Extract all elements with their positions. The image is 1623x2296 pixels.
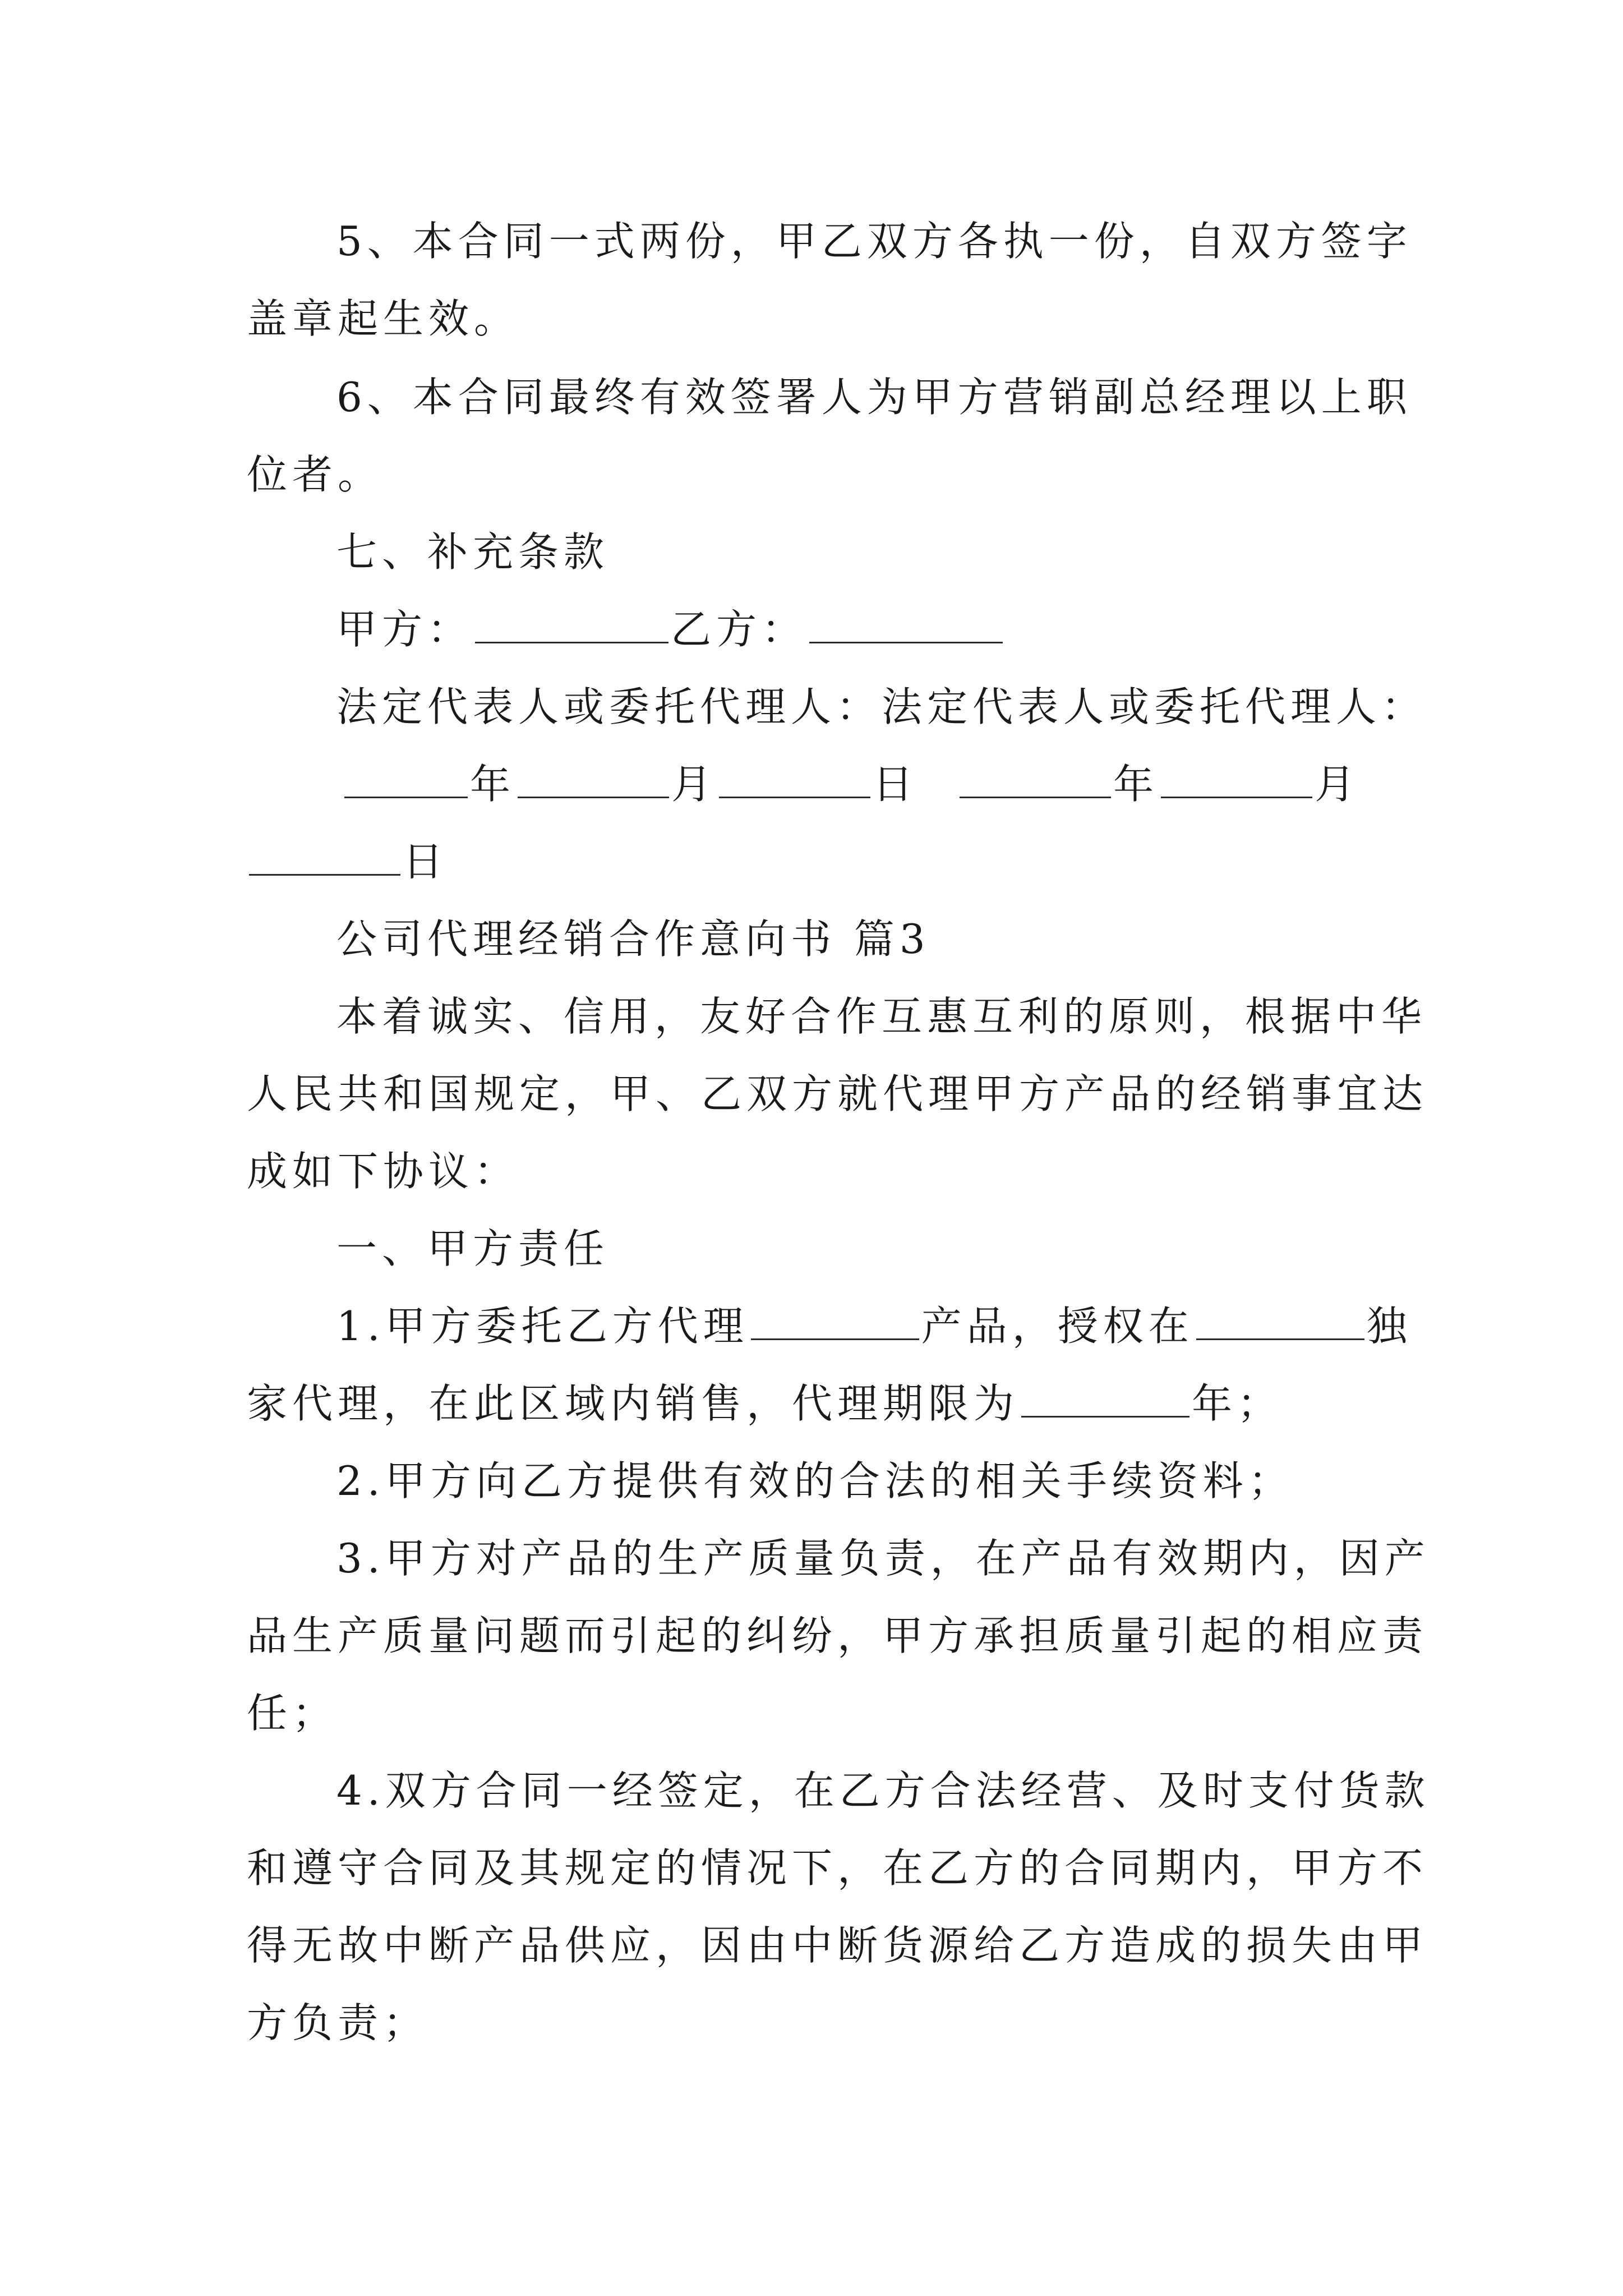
date-b-year-label: 年 xyxy=(1113,761,1159,808)
clause-5-line-1: 5、本合同一式两份，甲乙双方各执一份，自双方签字 xyxy=(336,218,1412,265)
signature-parties-line xyxy=(336,604,1005,655)
signature-date-line xyxy=(342,759,1360,809)
date-b-month-blank xyxy=(1161,761,1312,798)
item-1-line-1 xyxy=(336,1301,1412,1351)
item-1-part-d: 家代理，在此区域内销售，代理期限为 xyxy=(247,1380,1020,1427)
item-3-line-1: 3.甲方对产品的生产质量负责，在产品有效期内，因产 xyxy=(336,1535,1430,1582)
intro-line-1: 本着诚实、信用，友好合作互惠互利的原则，根据中华 xyxy=(336,993,1427,1040)
intro-line-3: 成如下协议： xyxy=(247,1148,520,1195)
intro-line-2: 人民共和国规定，甲、乙双方就代理甲方产品的经销事宜达 xyxy=(247,1070,1428,1117)
clause-6-line-2: 位者。 xyxy=(247,451,384,498)
date-b-year-blank xyxy=(960,761,1111,798)
party-b-label: 乙方： xyxy=(671,606,808,653)
section-7-heading: 七、补充条款 xyxy=(336,528,610,576)
product-blank xyxy=(751,1303,919,1340)
item-3-line-3: 任； xyxy=(247,1690,338,1737)
item-4-line-1: 4.双方合同一经签定，在乙方合法经营、及时支付货款 xyxy=(336,1767,1430,1814)
item-4-line-2: 和遵守合同及其规定的情况下，在乙方的合同期内，甲方不 xyxy=(247,1844,1428,1892)
legal-representatives-line: 法定代表人或委托代理人：法定代表人或委托代理人： xyxy=(336,683,1427,730)
date-b-day-label: 日 xyxy=(403,838,449,885)
date-a-year-blank xyxy=(344,761,468,798)
item-4-line-3: 得无故中断产品供应，因由中断货源给乙方造成的损失由甲 xyxy=(247,1922,1428,1969)
item-1-part-e: 年； xyxy=(1192,1380,1283,1427)
item-3-line-2: 品生产质量问题而引起的纠纷，甲方承担质量引起的相应责 xyxy=(247,1612,1428,1659)
date-a-year-label: 年 xyxy=(470,761,516,808)
clause-6-line-1: 6、本合同最终有效签署人为甲方营销副总经理以上职 xyxy=(336,374,1412,421)
item-4-line-4: 方负责； xyxy=(247,1999,429,2046)
item-1-line-2 xyxy=(247,1378,1283,1429)
date-a-day-blank xyxy=(719,761,870,798)
item-1-part-c: 独 xyxy=(1366,1303,1412,1350)
signature-date-line-2 xyxy=(247,836,448,887)
item-1-part-a: 1.甲方委托乙方代理 xyxy=(336,1303,749,1350)
date-b-month-label: 月 xyxy=(1315,761,1361,808)
part-3-heading: 公司代理经销合作意向书 篇3 xyxy=(336,915,930,963)
date-a-month-label: 月 xyxy=(671,761,717,808)
item-1-part-b: 产品，授权在 xyxy=(921,1303,1194,1350)
date-a-day-label: 日 xyxy=(873,761,919,808)
date-b-day-blank xyxy=(249,838,400,876)
section-1-heading: 一、甲方责任 xyxy=(336,1225,610,1272)
term-blank xyxy=(1021,1380,1189,1418)
item-2: 2.甲方向乙方提供有效的合法的相关手续资料； xyxy=(336,1457,1294,1504)
party-a-blank xyxy=(475,606,668,643)
party-b-blank xyxy=(809,606,1003,643)
date-a-month-blank xyxy=(518,761,669,798)
clause-5-line-2: 盖章起生效。 xyxy=(247,295,520,342)
party-a-label: 甲方： xyxy=(336,606,473,653)
region-blank xyxy=(1196,1303,1364,1340)
